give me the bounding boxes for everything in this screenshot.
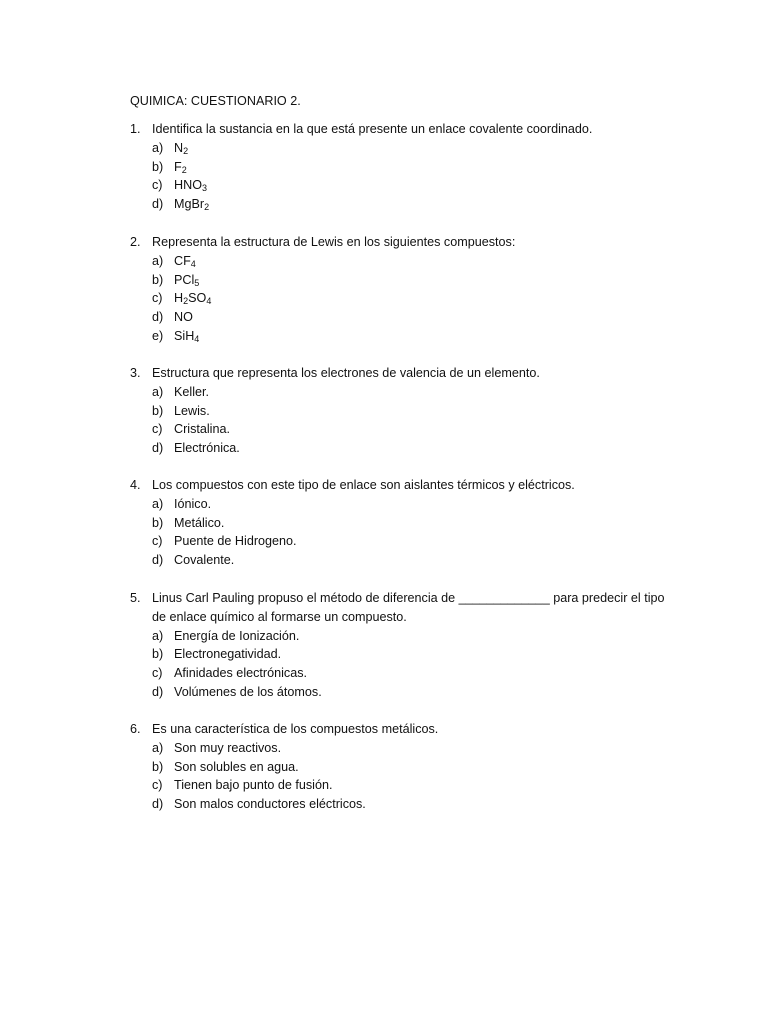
question-number: 6. — [130, 722, 141, 736]
option-letter: d) — [152, 197, 164, 212]
option-text-part: H — [174, 291, 184, 306]
question-number: 2. — [130, 235, 141, 249]
option-letter: b) — [152, 647, 164, 662]
option-item — [152, 776, 675, 795]
option-item — [152, 514, 675, 533]
option-item — [152, 739, 675, 758]
question-text: Identifica la sustancia en la que está presente un enlace covalente coordinado. — [152, 122, 593, 136]
option-text — [174, 327, 675, 346]
option-item — [152, 252, 675, 271]
option-text-part: Afinidades electrónicas. — [174, 666, 308, 681]
option-text — [174, 439, 675, 458]
option-text — [174, 383, 675, 402]
subscript: 4 — [206, 296, 212, 307]
option-text-part: F — [174, 159, 182, 174]
subscript: 4 — [194, 333, 200, 344]
subscript: 2 — [204, 202, 210, 213]
subscript: 5 — [194, 277, 200, 288]
option-item — [152, 271, 675, 290]
option-letter: c) — [152, 178, 163, 193]
subscript: 4 — [190, 258, 196, 269]
option-letter: b) — [152, 403, 164, 418]
option-item — [152, 195, 675, 214]
option-item — [152, 683, 675, 702]
option-letter: a) — [152, 140, 164, 155]
option-letter: b) — [152, 272, 164, 287]
option-text-part: Covalente. — [174, 553, 235, 568]
document-title: QUIMICA: CUESTIONARIO 2. — [130, 94, 301, 108]
option-text — [174, 683, 675, 702]
question-item — [130, 476, 675, 570]
question-number: 1. — [130, 122, 141, 136]
option-text-part: Volúmenes de los átomos. — [174, 684, 322, 699]
option-text-part: Keller. — [174, 384, 210, 399]
option-text-part: MgBr — [174, 197, 205, 212]
question-number: 5. — [130, 591, 141, 605]
question-text: Linus Carl Pauling propuso el método de diferencia de _____________ para predecir el tipo de enlace químico al formarse un compuesto. — [152, 591, 665, 624]
option-text — [174, 795, 675, 814]
option-item — [152, 308, 675, 327]
option-text — [174, 420, 675, 439]
option-letter: d) — [152, 797, 164, 812]
option-text-part: PCl — [174, 272, 195, 287]
option-text — [174, 758, 675, 777]
option-item — [152, 176, 675, 195]
question-item — [130, 364, 675, 458]
option-text-part: Tienen bajo punto de fusión. — [174, 778, 333, 793]
question-item — [130, 589, 675, 702]
option-text — [174, 308, 675, 327]
option-text — [174, 551, 675, 570]
option-text-part: CF — [174, 253, 191, 268]
option-letter: d) — [152, 684, 164, 699]
option-text — [174, 252, 675, 271]
subscript: 2 — [183, 296, 189, 307]
option-text-part: Electronegatividad. — [174, 647, 282, 662]
option-list — [152, 139, 675, 214]
option-letter: d) — [152, 441, 164, 456]
option-item — [152, 532, 675, 551]
option-text — [174, 402, 675, 421]
option-letter: a) — [152, 740, 164, 755]
option-item — [152, 795, 675, 814]
option-item — [152, 158, 675, 177]
option-text-part: Son solubles en agua. — [174, 759, 299, 774]
option-text — [174, 271, 675, 290]
option-item — [152, 551, 675, 570]
option-text-part: Iónico. — [174, 496, 212, 511]
option-text-part: Cristalina. — [174, 422, 230, 437]
subscript: 2 — [181, 164, 187, 175]
option-item — [152, 627, 675, 646]
option-text-part: Son muy reactivos. — [174, 740, 282, 755]
question-text: Los compuestos con este tipo de enlace son aislantes térmicos y eléctricos. — [152, 478, 575, 492]
option-letter: b) — [152, 159, 164, 174]
option-item — [152, 327, 675, 346]
option-item — [152, 758, 675, 777]
option-text-part: SO — [188, 291, 207, 306]
option-text-part: NO — [174, 310, 193, 325]
option-text-part: Puente de Hidrogeno. — [174, 534, 297, 549]
option-list — [152, 252, 675, 346]
option-letter: d) — [152, 553, 164, 568]
option-text — [174, 645, 675, 664]
option-text — [174, 514, 675, 533]
option-letter: c) — [152, 778, 163, 793]
option-item — [152, 383, 675, 402]
option-item — [152, 645, 675, 664]
subscript: 3 — [202, 183, 208, 194]
option-letter: c) — [152, 534, 163, 549]
option-item — [152, 289, 675, 308]
option-item — [152, 439, 675, 458]
option-list — [152, 383, 675, 458]
option-text-part: Electrónica. — [174, 441, 240, 456]
option-text — [174, 176, 675, 195]
option-item — [152, 664, 675, 683]
option-text — [174, 627, 675, 646]
option-text-part: N — [174, 140, 184, 155]
question-item — [130, 720, 675, 814]
question-text: Es una característica de los compuestos metálicos. — [152, 722, 439, 736]
option-letter: e) — [152, 328, 164, 343]
question-number: 4. — [130, 478, 141, 492]
question-item — [130, 120, 675, 214]
option-list — [152, 495, 675, 570]
option-text — [174, 776, 675, 795]
option-letter: a) — [152, 628, 164, 643]
option-text — [174, 739, 675, 758]
option-text-part: Metálico. — [174, 515, 225, 530]
subscript: 2 — [183, 145, 189, 156]
question-text: Representa la estructura de Lewis en los siguientes compuestos: — [152, 235, 516, 249]
option-text — [174, 495, 675, 514]
option-text-part: Son malos conductores eléctricos. — [174, 797, 366, 812]
option-text-part: SiH — [174, 328, 195, 343]
option-letter: c) — [152, 422, 163, 437]
option-text — [174, 289, 675, 308]
option-letter: d) — [152, 310, 164, 325]
option-text — [174, 664, 675, 683]
question-text: Estructura que representa los electrones de valencia de un elemento. — [152, 366, 540, 380]
option-list — [152, 739, 675, 814]
option-text — [174, 158, 675, 177]
option-text-part: Lewis. — [174, 403, 210, 418]
option-letter: c) — [152, 291, 163, 306]
option-letter: a) — [152, 496, 164, 511]
option-letter: a) — [152, 253, 164, 268]
option-text-part: Energía de Ionización. — [174, 628, 300, 643]
option-text — [174, 532, 675, 551]
question-number: 3. — [130, 366, 141, 380]
option-item — [152, 420, 675, 439]
option-list — [152, 627, 675, 702]
option-letter: c) — [152, 666, 163, 681]
option-item — [152, 495, 675, 514]
option-text-part: HNO — [174, 178, 202, 193]
option-letter: a) — [152, 384, 164, 399]
option-text — [174, 139, 675, 158]
option-text — [174, 195, 675, 214]
option-letter: b) — [152, 759, 164, 774]
option-letter: b) — [152, 515, 164, 530]
option-item — [152, 139, 675, 158]
option-item — [152, 402, 675, 421]
question-item — [130, 233, 675, 346]
